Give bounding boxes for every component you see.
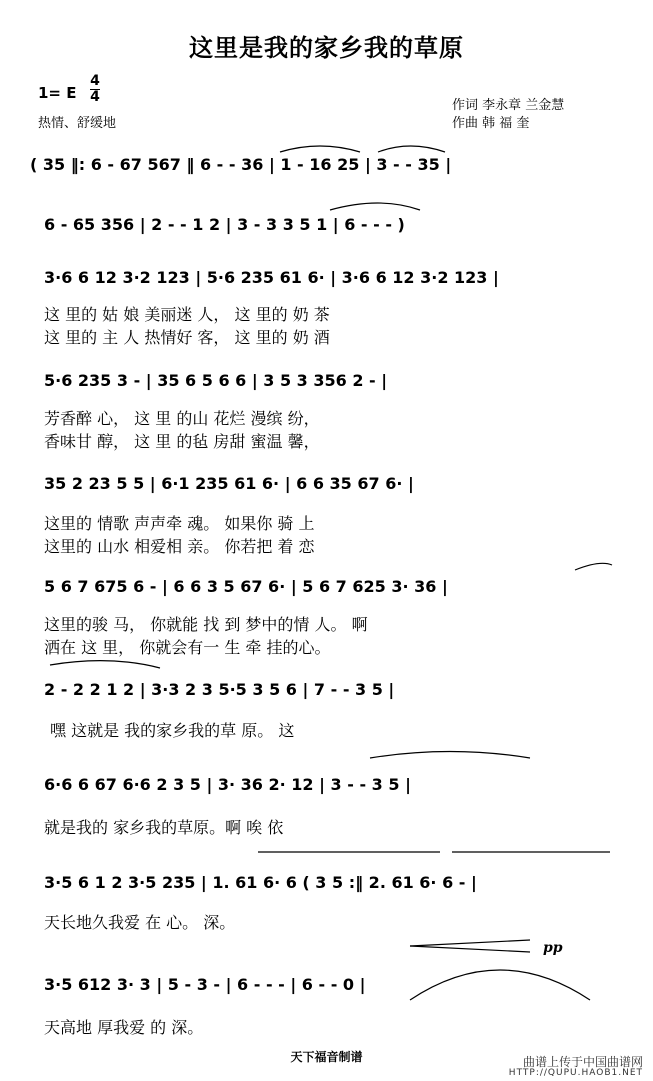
lyric-line-1: 就是我的 家乡我的草原。啊 唉 依 [44, 818, 284, 837]
time-sig-top: 4 [90, 73, 100, 89]
watermark-text: 曲谱上传于中国曲谱网 [522, 1055, 643, 1069]
lyric-line-1: 芳香醉 心， 这 里 的山 花烂 漫缤 纷， [44, 409, 320, 428]
hairpin-line [410, 940, 530, 946]
tempo-marking: 热情、舒缓地 [38, 116, 117, 131]
lyric-line-1: 这 里的 姑 娘 美丽迷 人， 这 里的 奶 茶 [44, 305, 330, 324]
key-signature: 1= E [38, 84, 77, 102]
system-notes: 5 6 7 675 6 - | 6 6 3 5 67 6· | 5 6 7 625 3· 36 | [44, 577, 448, 596]
system-notes: 5·6 235 3 - | 35 6 5 6 6 | 3 5 3 356 2 - | [44, 371, 388, 390]
slur [330, 203, 420, 210]
slur [370, 752, 530, 759]
time-sig-bottom: 4 [90, 89, 100, 105]
system-notes: 35 2 23 5 5 | 6·1 235 61 6· | 6 6 35 67 6· | [44, 474, 414, 493]
system-notes: 3·5 6 1 2 3·5 235 | 1. 61 6· 6 ( 3 5 :‖ 2. 61 6· 6 - | [44, 873, 477, 892]
system-notes: 2 - 2 2 1 2 | 3·3 2 3 5·5 3 5 6 | 7 - - 3 5 | [44, 680, 395, 699]
slur [378, 146, 445, 152]
composer-credit: 作曲 韩 福 奎 [452, 116, 530, 131]
lyric-line-2: 洒在 这 里， 你就会有一 生 牵 挂的心。 [44, 638, 331, 657]
system-notes: 6·6 6 67 6·6 2 3 5 | 3· 36 2· 12 | 3 - - 3 5 | [44, 775, 411, 794]
lyric-line-1: 这里的骏 马， 你就能 找 到 梦中的情 人。 啊 [44, 615, 368, 634]
lyric-line-1: 这里的 情歌 声声牵 魂。 如果你 骑 上 [44, 514, 315, 533]
lyric-line-1: 天高地 厚我爱 的 深。 [44, 1018, 204, 1037]
song-title: 这里是我的家乡我的草原 [189, 34, 464, 62]
system-notes: 6 - 65 356 | 2 - - 1 2 | 3 - 3 3 5 1 | 6 - - - ) [44, 215, 405, 234]
system-notes: ( 35 ‖: 6 - 67 567 ‖ 6 - - 36 | 1 - 16 25 | 3 - - 35 | [30, 155, 452, 174]
system-notes: 3·6 6 12 3·2 123 | 5·6 235 61 6· | 3·6 6 12 3·2 123 | [44, 268, 499, 287]
lyric-line-1: 天长地久我爱 在 心。 深。 [44, 913, 236, 932]
slur [280, 146, 360, 152]
slur [50, 661, 160, 668]
lyricist-credit: 作词 李永章 兰金慧 [452, 98, 565, 113]
lyric-line-2: 这里的 山水 相爱相 亲。 你若把 着 恋 [44, 537, 315, 556]
lyric-line-2: 香味甘 醇， 这 里 的毡 房甜 蜜温 馨， [44, 432, 320, 451]
hairpin-line [410, 946, 530, 952]
watermark-url: HTTP://QUPU.HAOB1.NET [508, 1068, 643, 1078]
lyric-line-1: 嘿 这就是 我的家乡我的草 原。 这 [50, 721, 295, 740]
lyric-line-2: 这 里的 主 人 热情好 客， 这 里的 奶 酒 [44, 328, 330, 347]
slur [575, 563, 612, 570]
system-notes: 3·5 612 3· 3 | 5 - 3 - | 6 - - - | 6 - - 0 | [44, 975, 366, 994]
dynamic-pp: pp [543, 940, 563, 956]
footer-credit: 天下福音制谱 [290, 1050, 363, 1064]
slur [410, 970, 590, 1000]
